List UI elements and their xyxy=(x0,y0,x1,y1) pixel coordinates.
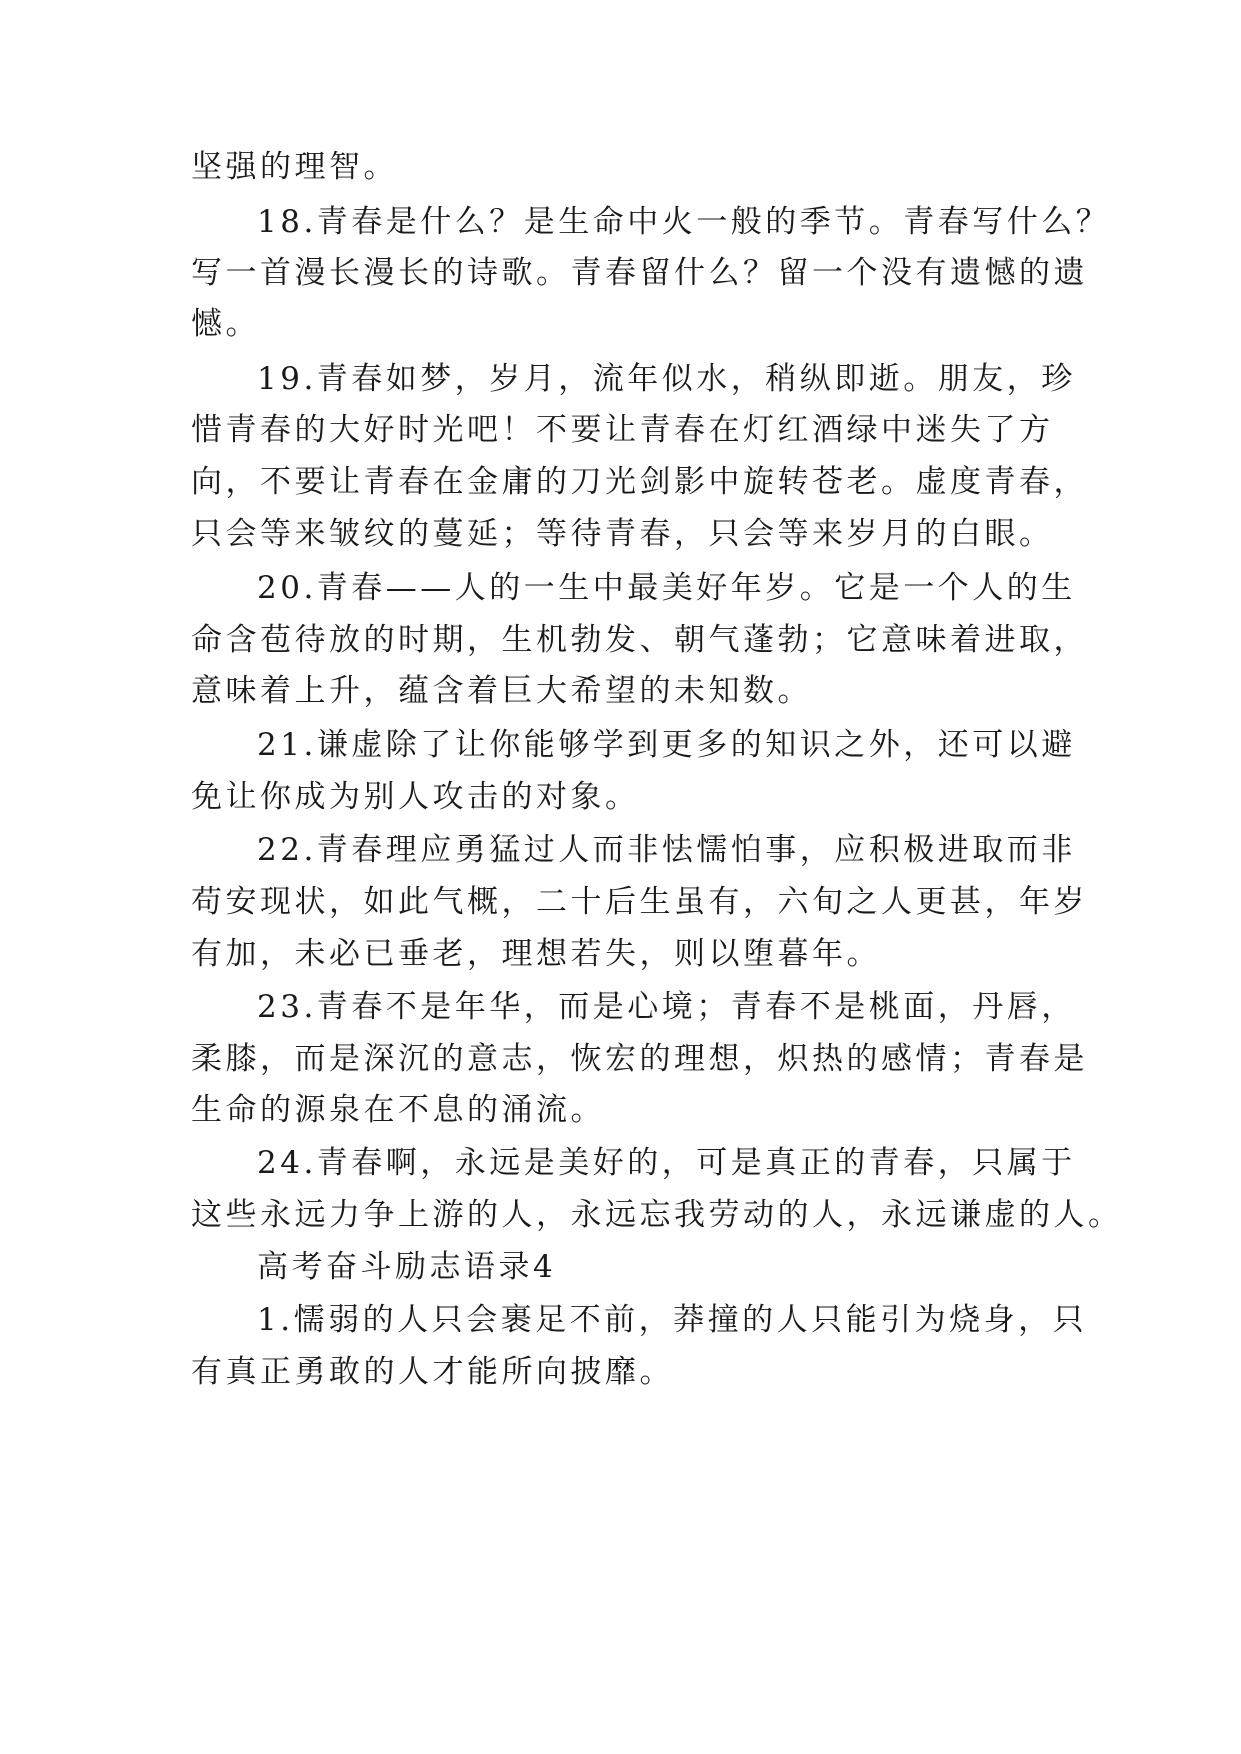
list-item-18: 18.青春是什么？是生命中火一般的季节。青春写什么？ xyxy=(257,204,1111,240)
text-line: 意味着上升，蕴含着巨大希望的未知数。 xyxy=(191,673,812,709)
list-item-24: 24.青春啊，永远是美好的，可是真正的青春，只属于 xyxy=(257,1145,1076,1181)
text-line: 只会等来皱纹的蔓延；等待青春，只会等来岁月的白眼。 xyxy=(191,516,1054,552)
text-line: 免让你成为别人攻击的对象。 xyxy=(191,779,640,815)
list-item-19: 19.青春如梦，岁月，流年似水，稍纵即逝。朋友，珍 xyxy=(257,361,1076,397)
text-line: 这些永远力争上游的人，永远忘我劳动的人，永远谦虚的人。 xyxy=(191,1197,1123,1233)
text-line: 惜青春的大好时光吧！不要让青春在灯红酒绿中迷失了方 xyxy=(191,412,1054,448)
text-line: 有加，未必已垂老，理想若失，则以堕暮年。 xyxy=(191,936,881,972)
list-item-22: 22.青春理应勇猛过人而非怯懦怕事，应积极进取而非 xyxy=(257,832,1076,868)
text-line: 柔膝，而是深沉的意志，恢宏的理想，炽热的感情；青春是 xyxy=(191,1041,1088,1077)
text-line: 憾。 xyxy=(191,306,260,342)
list-item-1: 1.懦弱的人只会裹足不前，莽撞的人只能引为烧身，只 xyxy=(257,1302,1088,1338)
text-line: 写一首漫长漫长的诗歌。青春留什么？留一个没有遗憾的遗 xyxy=(191,255,1088,291)
text-line: 命含苞待放的时期，生机勃发、朝气蓬勃；它意味着进取， xyxy=(191,622,1088,658)
section-heading: 高考奋斗励志语录4 xyxy=(257,1249,557,1285)
list-item-23: 23.青春不是年华，而是心境；青春不是桃面，丹唇， xyxy=(257,989,1076,1025)
text-line: 苟安现状，如此气概，二十后生虽有，六旬之人更甚，年岁 xyxy=(191,884,1088,920)
text-line: 向，不要让青春在金庸的刀光剑影中旋转苍老。虚度青春， xyxy=(191,464,1088,500)
text-line: 有真正勇敢的人才能所向披靡。 xyxy=(191,1354,674,1390)
list-item-21: 21.谦虚除了让你能够学到更多的知识之外，还可以避 xyxy=(257,727,1076,763)
text-line: 坚强的理智。 xyxy=(191,149,398,185)
list-item-20: 20.青春——人的一生中最美好年岁。它是一个人的生 xyxy=(257,570,1076,606)
text-line: 生命的源泉在不息的涌流。 xyxy=(191,1092,605,1128)
